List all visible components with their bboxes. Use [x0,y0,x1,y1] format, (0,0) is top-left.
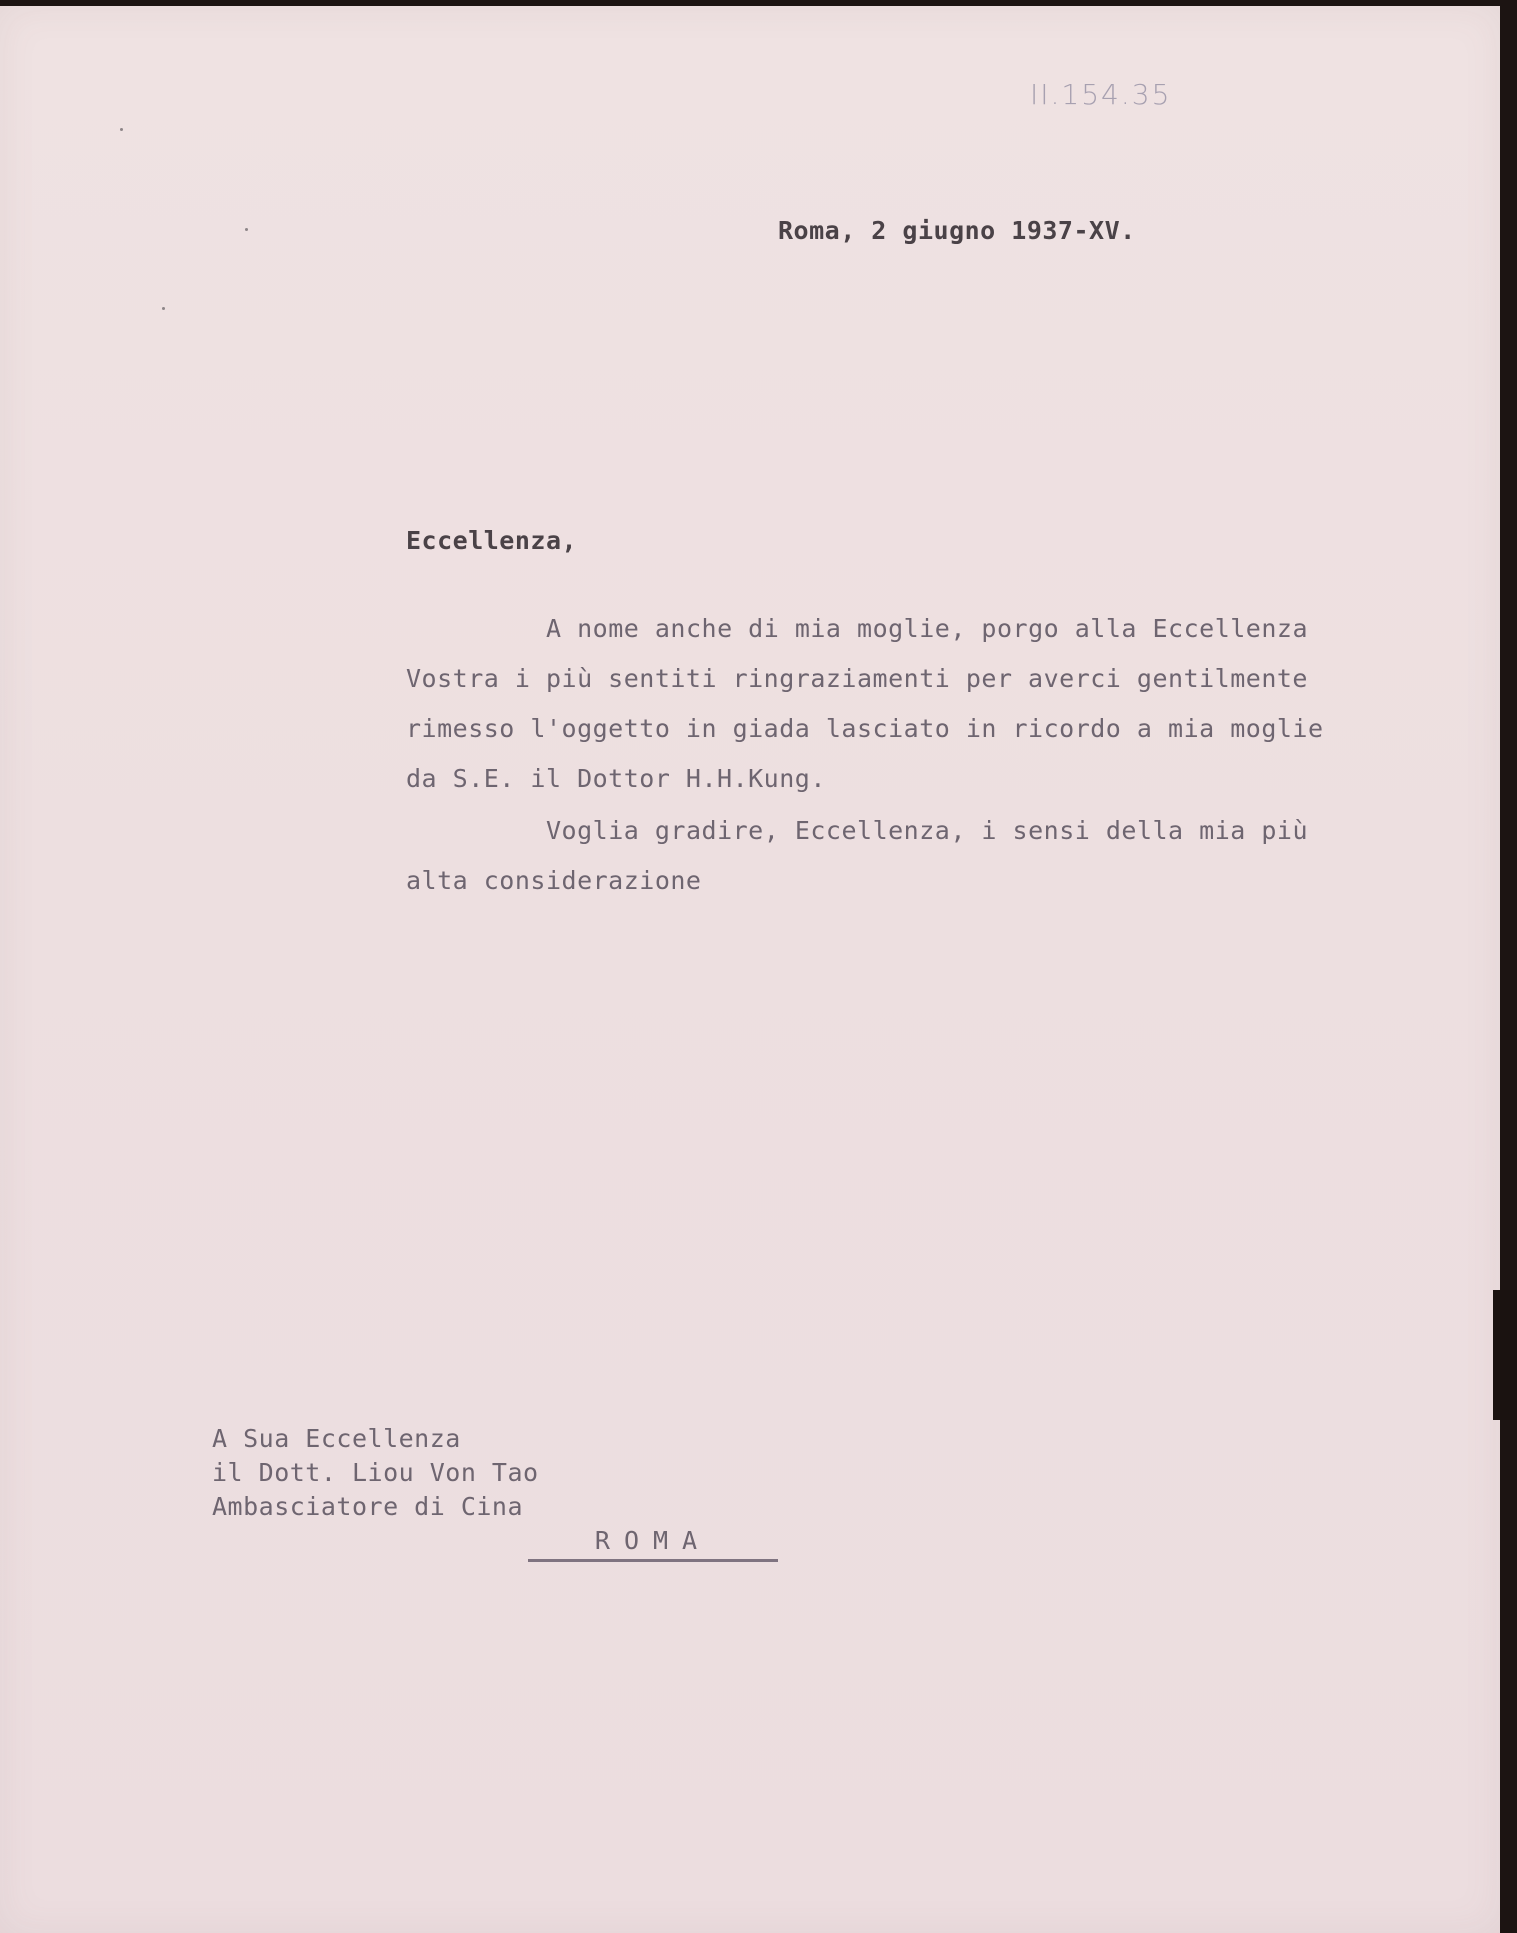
letter-sheet [0,6,1500,1933]
body-line: Vostra i più sentiti ringraziamenti per averci gentilmente [406,664,1308,693]
paper-speck [162,307,165,310]
body-line: rimesso l'oggetto in giada lasciato in ricordo a mia moglie [406,714,1324,743]
salutation: Eccellenza, [406,526,578,555]
addressee-line: A Sua Eccellenza [212,1424,461,1453]
addressee-line: Ambasciatore di Cina [212,1492,524,1521]
body-line: da S.E. il Dottor H.H.Kung. [406,764,826,793]
addressee-line: il Dott. Liou Von Tao [212,1458,539,1487]
page-edge-shadow [1493,1290,1517,1420]
body-line: alta considerazione [406,866,702,895]
paper-speck [245,228,248,231]
body-line: A nome anche di mia moglie, porgo alla Eccellenza [546,614,1309,643]
body-line: Voglia gradire, Eccellenza, i sensi della mia più [546,816,1309,845]
archive-mark: II.154.35 [1030,78,1172,111]
paper-speck [120,128,123,131]
addressee-city: ROMA [528,1526,778,1562]
date-line: Roma, 2 giugno 1937-XV. [778,216,1136,245]
